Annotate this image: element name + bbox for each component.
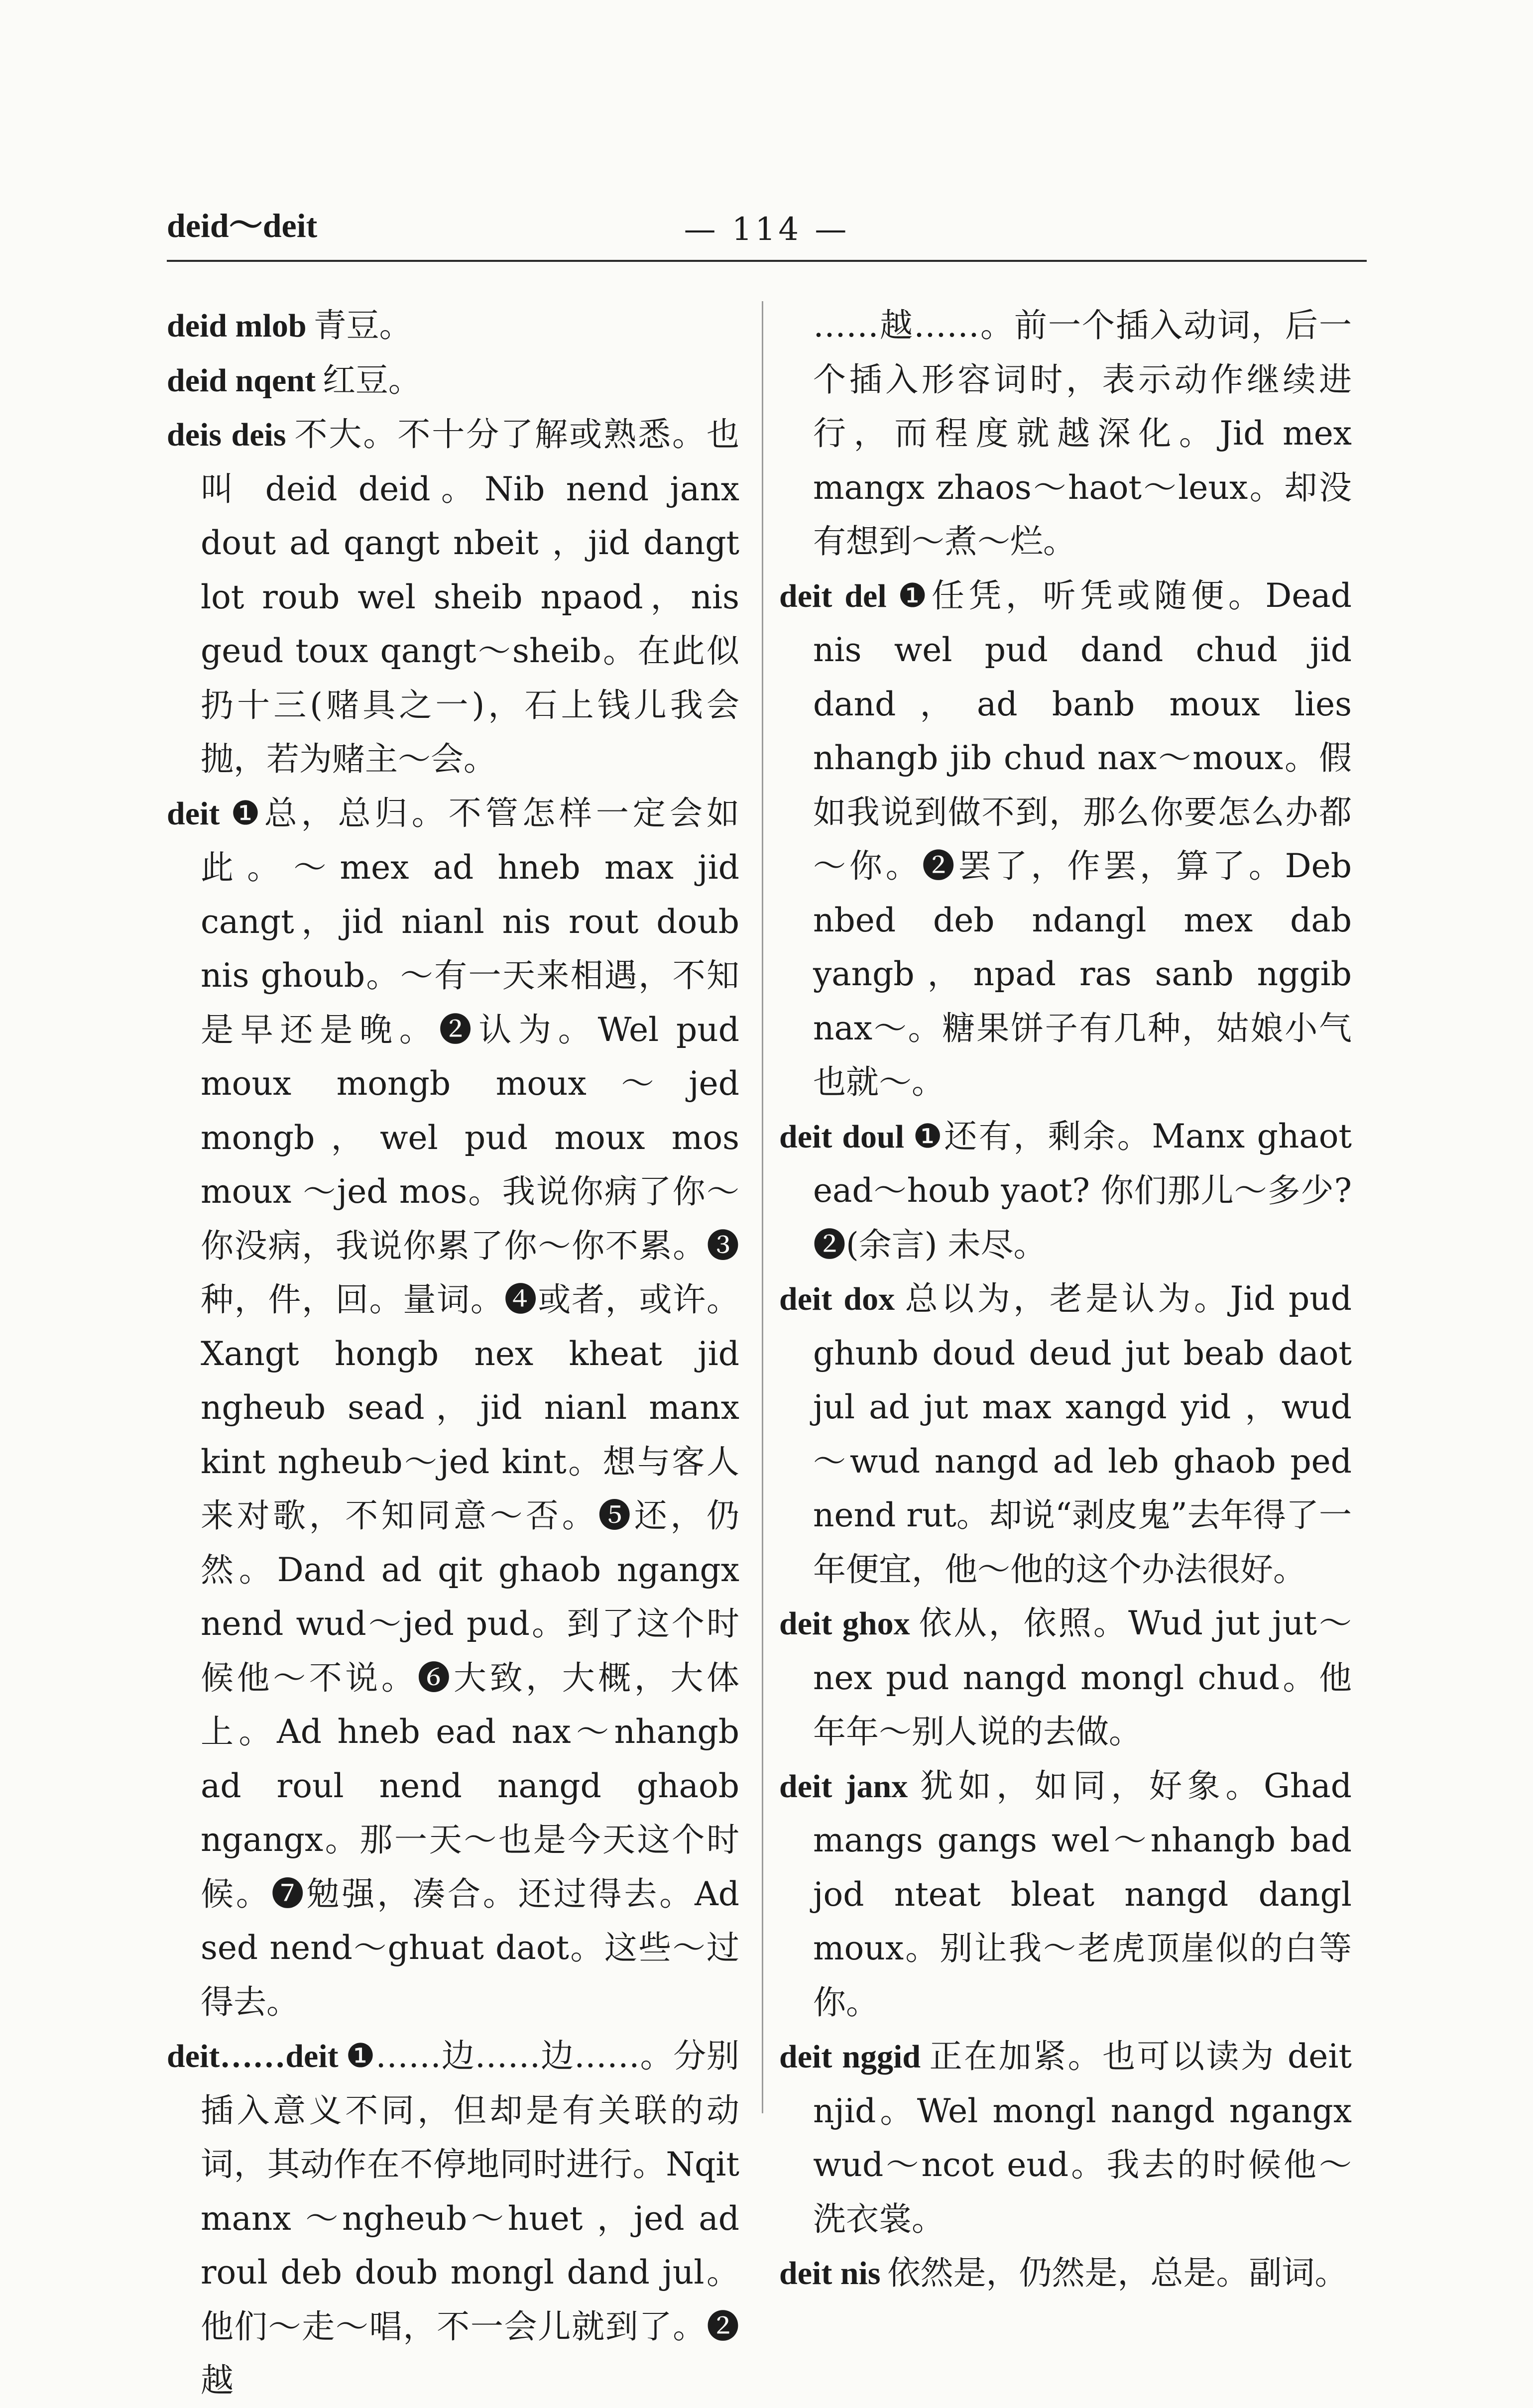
dictionary-entry (167, 299, 739, 353)
dictionary-entry (167, 787, 739, 2030)
entry-headword: deit janx (779, 1768, 908, 1805)
entry-headword: deit del (779, 577, 887, 614)
entry-headword: deit (167, 795, 220, 832)
entry-headword: deit dox (779, 1281, 895, 1317)
entry-definition: ❶还有，剩余。Manx ghaot ead～houb yaot? 你们那儿～多少? ❷(余言) 未尽。 (813, 1117, 1352, 1264)
page-number: — 114 — (684, 211, 850, 248)
dictionary-entry (167, 408, 739, 787)
dictionary-entry (779, 2030, 1352, 2246)
entry-definition: ❶总，总归。不管怎样一定会如此。～mex ad hneb max jid cangt，jid nianl nis rout doub nis ghoub。～有一天来相遇，不知是早还是晚。❷认为。Wel pud moux mongb moux～jed mongb，wel pud moux mos moux ～jed mos。我说你病了你～你没病，我说你累了你～你不累。❸种，件，回。量词。❹或者，或许。Xangt hongb nex kheat jid ngheub sead，jid nianl manx kint ngheub～jed kint。想与客人来对歌，不知同意～否。❺还，仍然。Dand ad qit ghaob ngangx nend wud～jed pud。到了这个时候他～不说。❻大致，大概，大体上。Ad hneb ead nax～nhangb ad roul nend nangd ghaob ngangx。那一天～也是今天这个时候。❼勉强，凑合。还过得去。Ad sed nend～ghuat daot。这些～过得去。 (201, 794, 739, 2021)
right-column (779, 299, 1352, 2301)
dictionary-entry (779, 1759, 1352, 2030)
dictionary-entry (167, 353, 739, 408)
entry-headword: deid mlob (167, 308, 307, 344)
column-divider (762, 301, 763, 2113)
header-rule (167, 260, 1367, 262)
entry-headword: deis deis (167, 417, 286, 453)
entry-definition: 犹如，如同，好象。Ghad mangs gangs wel～nhangb bad jod nteat bleat nangd dangl moux。别让我～老虎顶崖似的白等你。 (813, 1766, 1352, 2022)
header-headword-range: deid～deit (167, 207, 318, 244)
entry-definition: 依然是，仍然是，总是。副词。 (887, 2254, 1348, 2292)
dictionary-entry (779, 1272, 1352, 1597)
dictionary-entry (167, 2029, 739, 2408)
dictionary-entry (779, 1597, 1352, 1759)
dictionary-entry (779, 569, 1352, 1110)
dictionary-entry (779, 2246, 1352, 2301)
entry-definition: 红豆。 (322, 360, 421, 399)
entry-headword: deit……deit (167, 2038, 339, 2074)
entry-definition: 青豆。 (313, 306, 412, 344)
dictionary-entry (779, 1110, 1352, 1272)
entry-definition: ……越……。前一个插入动词，后一个插入形容词时，表示动作继续进行，而程度就越深化。Jid mex mangx zhaos～haot～leux。却没有想到～煮～烂。 (813, 306, 1352, 561)
entry-definition: 总以为，老是认为。Jid pud ghunb doud deud jut beab daot jul ad jut max xangd yid ，wud～wud nangd ad leb ghaob ped nend rut。却说“剥皮鬼”去年得了一年便宜，他～他的这个办法很好。 (813, 1279, 1352, 1589)
dictionary-entry-continuation (779, 299, 1352, 569)
entry-definition: 不大。不十分了解或熟悉。也叫 deid deid。Nib nend janx dout ad qangt nbeit ，jid dangt lot roub wel sheib npaod，nis geud toux qangt～sheib。在此似扔十三(赌具之一)，石上钱儿我会抛，若为赌主～会。 (201, 415, 740, 778)
entry-headword: deit nggid (779, 2039, 921, 2075)
entry-definition: 依从，依照。Wud jut jut～nex pud nangd mongl chud。他年年～别人说的去做。 (813, 1604, 1352, 1751)
entry-headword: deit nis (779, 2255, 881, 2292)
running-head (167, 199, 1367, 254)
entry-definition: ❶任凭，听凭或随便。Dead nis wel pud dand chud jid dand，ad banb moux lies nhangb jib chud nax～moux。假如我说到做不到，那么你要怎么办都～你。❷罢了，作罢，算了。Deb nbed deb ndangl mex dab yangb，npad ras sanb nggib nax～。糖果饼子有几种，姑娘小气也就～。 (813, 576, 1352, 1101)
entry-definition: ❶……边……边……。分别插入意义不同，但却是有关联的动词，其动作在不停地同时进行。Nqit manx ～ngheub～huet ，jed ad roul deb doub mongl dand jul。他们～走～唱，不一会儿就到了。❷越 (201, 2037, 739, 2400)
entry-definition: 正在加紧。也可以读为 deit njid。Wel mongl nangd ngangx wud～ncot eud。我去的时候他～洗衣裳。 (813, 2037, 1352, 2238)
left-column (167, 299, 739, 2408)
entry-headword: deit ghox (779, 1605, 910, 1642)
entry-headword: deid nqent (167, 362, 316, 399)
entry-headword: deit doul (779, 1118, 905, 1155)
